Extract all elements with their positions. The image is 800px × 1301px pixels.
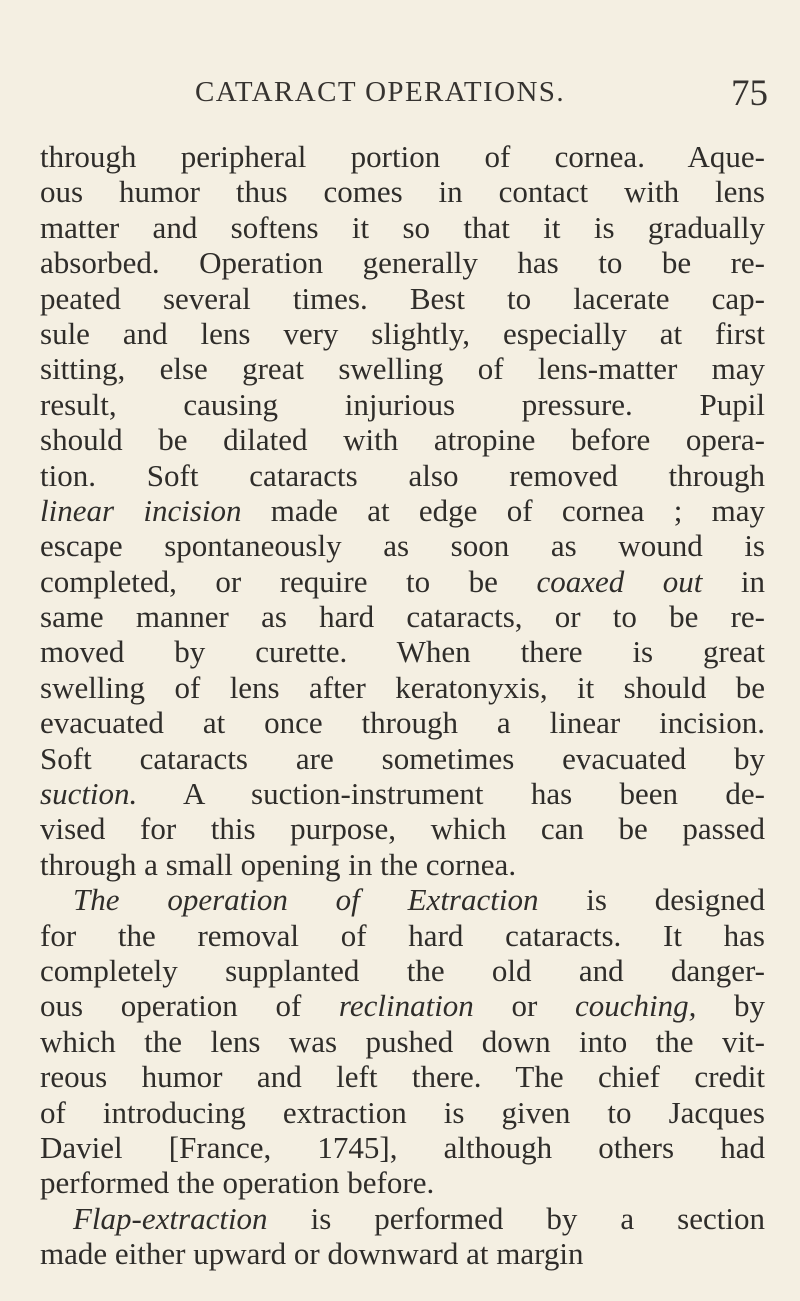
running-title: CATARACT OPERATIONS.	[195, 76, 565, 108]
text-segment: Soft cataracts are sometimes evacuated by	[40, 740, 765, 776]
text-segment: reous humor and left there. The chief credit	[40, 1059, 765, 1095]
text-segment: evacuated at once through a linear incision.	[40, 705, 765, 741]
text-line	[40, 281, 765, 316]
text-segment: matter and softens it so that it is gradually	[40, 209, 765, 245]
text-segment: is performed by a section	[267, 1200, 765, 1236]
text-line	[40, 174, 765, 209]
text-segment: through a small opening in the cornea.	[40, 846, 517, 882]
text-segment: made at edge of cornea ; may	[241, 492, 765, 528]
text-segment: peated several times. Best to lacerate cap-	[40, 280, 765, 316]
italic-text-segment: reclination	[338, 988, 474, 1024]
text-segment: sitting, else great swelling of lens-matter may	[40, 351, 765, 387]
italic-text-segment: linear incision	[40, 492, 242, 528]
text-line	[40, 458, 765, 493]
text-line	[40, 1236, 765, 1271]
italic-text-segment: Flap-extraction	[73, 1200, 268, 1236]
text-line	[40, 634, 765, 669]
text-segment: A suction-instrument has been de-	[137, 776, 765, 812]
text-segment: of introducing extraction is given to Jacques	[40, 1094, 765, 1130]
text-line	[40, 599, 765, 634]
text-line	[40, 918, 765, 953]
text-line	[40, 139, 765, 174]
page-number: 75	[731, 73, 768, 114]
text-segment: moved by curette. When there is great	[40, 634, 765, 670]
text-line	[40, 705, 765, 740]
text-segment: or	[473, 988, 575, 1024]
text-line	[40, 776, 765, 811]
text-segment: in	[702, 563, 766, 599]
text-segment: by	[696, 988, 765, 1024]
text-segment: tion. Soft cataracts also removed through	[40, 457, 765, 493]
text-line	[40, 316, 765, 351]
italic-text-segment: couching,	[574, 988, 697, 1024]
italic-text-segment: The operation of Extraction	[73, 882, 539, 918]
text-segment: for the removal of hard cataracts. It has	[40, 917, 765, 953]
text-segment: vised for this purpose, which can be passed	[40, 811, 765, 847]
text-line	[40, 882, 765, 917]
text-line	[40, 741, 765, 776]
text-line	[40, 811, 765, 846]
text-segment: should be dilated with atropine before opera-	[40, 422, 765, 458]
text-line	[40, 1165, 765, 1200]
text-line	[40, 210, 765, 245]
text-segment: completely supplanted the old and danger-	[40, 952, 765, 988]
text-segment: which the lens was pushed down into the vit-	[40, 1023, 765, 1059]
text-segment: ous humor thus comes in contact with lens	[40, 174, 765, 210]
italic-text-segment: coaxed out	[536, 563, 703, 599]
text-line	[40, 988, 765, 1023]
text-line	[40, 847, 765, 882]
text-segment: escape spontaneously as soon as wound is	[40, 528, 765, 564]
text-line	[40, 670, 765, 705]
text-line	[40, 953, 765, 988]
text-line	[40, 422, 765, 457]
text-line	[40, 245, 765, 280]
text-line	[40, 528, 765, 563]
body-text	[40, 139, 765, 1272]
text-segment: absorbed. Operation generally has to be re-	[40, 245, 765, 281]
text-segment: made either upward or downward at margin	[40, 1236, 584, 1272]
text-line	[40, 1095, 765, 1130]
text-line	[40, 387, 765, 422]
text-segment: ous operation of	[40, 988, 339, 1024]
italic-text-segment: suction.	[40, 776, 138, 812]
text-segment: Daviel [France, 1745], although others had	[40, 1129, 765, 1165]
text-segment: same manner as hard cataracts, or to be re-	[40, 599, 765, 635]
text-line	[40, 493, 765, 528]
text-line	[40, 1201, 765, 1236]
text-segment: result, causing injurious pressure. Pupil	[40, 386, 765, 422]
text-segment: is designed	[538, 882, 765, 918]
text-segment: through peripheral portion of cornea. Aque-	[40, 139, 765, 174]
text-line	[40, 1024, 765, 1059]
text-segment: performed the operation before.	[40, 1165, 435, 1201]
text-line	[40, 351, 765, 386]
running-head	[40, 72, 770, 116]
text-segment: swelling of lens after keratonyxis, it should be	[40, 669, 765, 705]
text-segment: completed, or require to be	[40, 563, 537, 599]
text-line	[40, 1130, 765, 1165]
text-segment: sule and lens very slightly, especially at first	[40, 315, 765, 351]
text-line	[40, 564, 765, 599]
text-line	[40, 1059, 765, 1094]
